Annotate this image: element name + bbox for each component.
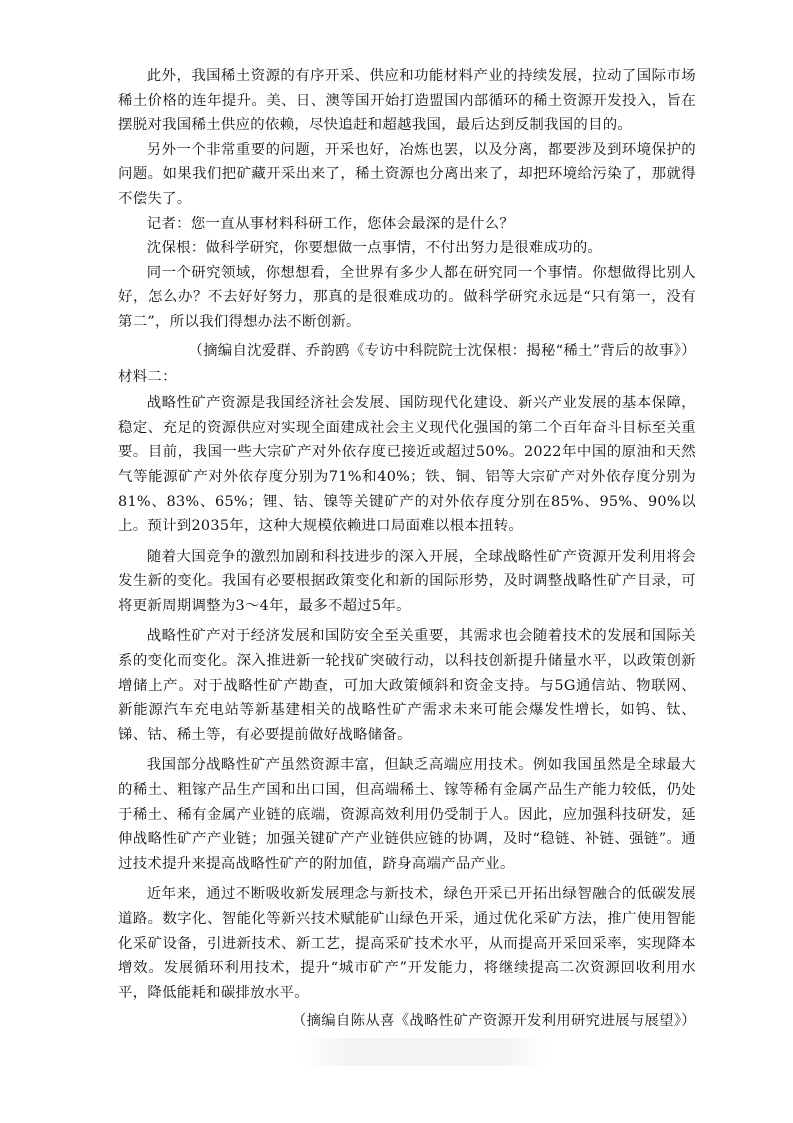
material-one-paragraph-5: 同一个研究领域，你想想看，全世界有多少人都在研究同一个事情。你想做得比别人好，怎么办？不去好好努力，那真的是很难成功的。做科学研究永远是“只有第一，没有第二”，所以我们得想办法不断创新。 <box>118 264 696 330</box>
interview-answer: 沈保根：做科学研究，你要想做一点事情，不付出努力是很难成功的。 <box>146 240 603 257</box>
article-body <box>118 64 696 1034</box>
scan-smudge <box>300 1038 550 1066</box>
material-two-source: （摘编自陈从喜《战略性矿产资源开发利用研究进展与展望》） <box>291 1013 696 1030</box>
material-two-paragraph-5: 近年来，通过不断吸收新发展理念与新技术，绿色开采已开拓出绿智融合的低碳发展道路。数字化、智能化等新兴技术赋能矿山绿色开采，通过优化采矿方法，推广使用智能化采矿设备，引进新技术、新工艺，提高采矿技术水平，从而提高开采回采率，实现降本增效。发展循环利用技术，提升“城市矿产”开发能力，将继续提高二次资源回收利用水平，降低能耗和碳排放水平。 <box>118 886 696 1001</box>
material-one-source: （摘编自沈爱群、乔韵鸥《专访中科院院士沈保根：揭秘“稀土”背后的故事》） <box>188 342 696 359</box>
material-two-paragraph-1: 战略性矿产资源是我国经济社会发展、国防现代化建设、新兴产业发展的基本保障，稳定、充足的资源供应对实现全面建成社会主义现代化强国的第二个百年奋斗目标至关重要。目前，我国一些大宗矿产对外依存度已接近或超过50%。2022年中国的原油和天然气等能源矿产对外依存度分别为71%和40%；铁、铜、铝等大宗矿产对外依存度分别为81%、83%、65%；锂、钴、镍等关键矿产的对外依存度分别在85%、95%、90%以上。预计到2035年，这种大规模依赖进口局面难以根本扭转。 <box>118 395 696 535</box>
material-two-paragraph-4: 我国部分战略性矿产虽然资源丰富，但缺乏高端应用技术。例如我国虽然是全球最大的稀土、粗镓产品生产国和出口国，但高端稀土、镓等稀有金属产品生产能力较低，仍处于稀土、稀有金属产业链的底端，资源高效利用仍受制于人。因此，应加强科技研发，延伸战略性矿产产业链；加强关键矿产产业链供应链的协调，及时“稳链、补链、强链”。通过技术提升来提高战略性矿产的附加值，跻身高端产品产业。 <box>118 757 696 872</box>
material-two-paragraph-3: 战略性矿产对于经济发展和国防安全至关重要，其需求也会随着技术的发展和国际关系的变化而变化。深入推进新一轮找矿突破行动，以科技创新提升储量水平，以政策创新增储上产。对于战略性矿产勘查，可加大政策倾斜和资金支持。与5G通信站、物联网、新能源汽车充电站等新基建相关的战略性矿产需求未来可能会爆发性增长，如钨、钛、锑、钴、稀土等，有必要提前做好战略储备。 <box>118 628 696 743</box>
material-one-paragraph-1: 此外，我国稀土资源的有序开采、供应和功能材料产业的持续发展，拉动了国际市场稀土价格的连年提升。美、日、澳等国开始打造盟国内部循环的稀土资源开发投入，旨在摆脱对我国稀土供应的依赖，尽快追赶和超越我国，最后达到反制我国的目的。 <box>118 68 696 134</box>
material-two-paragraph-2: 随着大国竞争的激烈加剧和科技进步的深入开展，全球战略性矿产资源开发利用将会发生新的变化。我国有必要根据政策变化和新的国际形势，及时调整战略性矿产目录，可将更新周期调整为3～4年，最多不超过5年。 <box>118 548 696 614</box>
material-one-paragraph-2: 另外一个非常重要的问题，开采也好，冶炼也罢，以及分离，都要涉及到环境保护的问题。如果我们把矿藏开采出来了，稀土资源也分离出来了，却把环境给污染了，那就得不偿失了。 <box>118 141 696 207</box>
interview-question: 记者：您一直从事材料科研工作，您体会最深的是什么？ <box>146 215 515 232</box>
material-two-heading: 材料二： <box>118 368 177 385</box>
